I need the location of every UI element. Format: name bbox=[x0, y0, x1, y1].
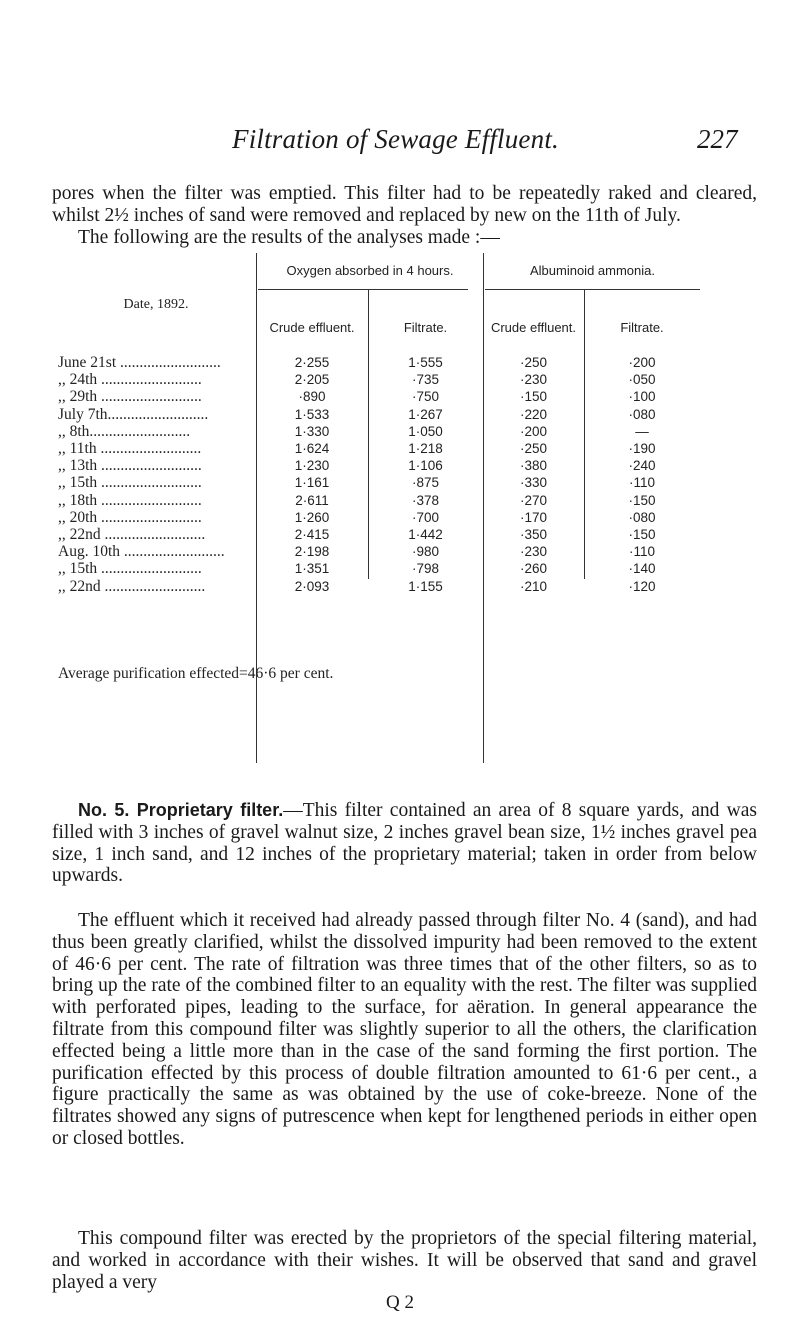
table-cell-ox-crude: 2·611 bbox=[295, 492, 329, 508]
page-number: 227 bbox=[697, 124, 738, 154]
table-cell-am-filtrate: ·110 bbox=[628, 544, 656, 560]
table-cell-am-filtrate: ·150 bbox=[628, 527, 656, 542]
oxygen-crude-header: Crude effluent. bbox=[269, 320, 355, 335]
intro-paragraph: pores when the filter was emptied. This filter had to be repeatedly raked and cleared, whilst 2½ inches of sand were removed and replaced by new on the 11th of July. bbox=[52, 183, 757, 226]
table-cell-ox-filtrate: ·700 bbox=[411, 509, 440, 525]
table-cell-ox-crude: 2·093 bbox=[294, 578, 330, 594]
page-header bbox=[0, 124, 800, 160]
table-cell-ox-crude: 2·198 bbox=[294, 544, 330, 560]
table-row-date: ,, 13th .......................... bbox=[58, 457, 202, 475]
table-cell-ox-filtrate: ·875 bbox=[411, 475, 440, 491]
table-cell-ox-crude: 2·205 bbox=[294, 372, 330, 388]
table-row-date: ,, 20th .......................... bbox=[58, 508, 202, 526]
table-row-date: ,, 8th.......................... bbox=[58, 422, 191, 440]
table-cell-ox-filtrate: ·798 bbox=[411, 561, 440, 577]
table-cell-am-crude: ·210 bbox=[519, 578, 548, 594]
body-paragraph-3: This compound filter was erected by the proprietors of the special filtering material, and worked in accordance with their wishes. It will be observed that sand and gravel played a very bbox=[52, 1228, 757, 1293]
table-cell-ox-crude: 1·624 bbox=[294, 441, 330, 456]
table-row-date: ,, 24th .......................... bbox=[58, 371, 202, 389]
table-cell-am-filtrate: ·100 bbox=[628, 389, 656, 405]
running-title: Filtration of Sewage Effluent. bbox=[232, 124, 559, 154]
table-cell-ox-crude: 2·255 bbox=[294, 355, 330, 370]
table-cell-ox-filtrate: 1·267 bbox=[408, 406, 443, 422]
table-row-date: ,, 11th .......................... bbox=[58, 440, 202, 457]
table-cell-ox-filtrate: 1·106 bbox=[408, 458, 443, 474]
table-row-date: ,, 22nd .......................... bbox=[58, 526, 206, 543]
table-cell-ox-crude: 1·330 bbox=[294, 423, 330, 439]
table-row-date: June 21st .......................... bbox=[58, 354, 221, 371]
table-cell-am-filtrate: ·080 bbox=[628, 509, 656, 525]
table-cell-ox-crude: 1·230 bbox=[294, 458, 330, 474]
table-cell-am-crude: ·260 bbox=[519, 561, 548, 577]
table-cell-am-crude: ·380 bbox=[519, 458, 548, 474]
table-cell-am-filtrate: — bbox=[635, 423, 649, 439]
table-cell-am-crude: ·200 bbox=[519, 423, 548, 439]
table-cell-am-crude: ·230 bbox=[519, 544, 548, 560]
analysis-table bbox=[58, 253, 758, 763]
table-cell-am-crude: ·170 bbox=[519, 509, 548, 525]
table-cell-ox-crude: 2·415 bbox=[294, 527, 330, 542]
signature-mark: Q 2 bbox=[386, 1292, 414, 1313]
oxygen-filtrate-header: Filtrate. bbox=[403, 320, 448, 335]
table-row-date: ,, 22nd .......................... bbox=[58, 577, 206, 595]
table-cell-ox-crude: 1·260 bbox=[294, 509, 330, 525]
table-cell-am-crude: ·350 bbox=[519, 527, 548, 542]
table-cell-ox-filtrate: 1·442 bbox=[408, 527, 443, 542]
table-cell-am-filtrate: ·110 bbox=[628, 475, 656, 491]
table-cell-am-filtrate: ·150 bbox=[628, 492, 656, 508]
average-purification-note: Average purification effected=46·6 per cent. bbox=[58, 665, 334, 682]
section-intro-text: —This filter contained an area of 8 square yards, and was filled with 3 inches of gravel walnut size, 2 inches gravel bean size, 1½ inches gravel pea size, 1 inch sand, and 12 inches of the proprietary material; taken in order from below upwards. bbox=[52, 800, 757, 887]
table-cell-ox-filtrate: 1·155 bbox=[408, 578, 443, 594]
intro-lead-in: The following are the results of the analyses made :— bbox=[78, 227, 500, 248]
body-paragraph-2: The effluent which it received had already passed through filter No. 4 (sand), and had thus been greatly clarified, whilst the dissolved impurity had been removed to the extent of 46·6 per cent. The rate of filtration was three times that of the other filters, so as to bring up the rate of the combined filter to an equality with the rest. The filter was supplied with perforated pipes, leading to the surface, for aëration. In general appearance the filtrate from this compound filter was slightly superior to all the others, the clarification effected being a little more than in the case of the sand forming the first portion. The purification effected by this process of double filtration amounted to 61·6 per cent., a figure practically the same as was obtained by the use of coke-breeze. None of the filtrates showed any signs of putrescence when kept for lengthened periods in either open or closed bottles. bbox=[52, 910, 757, 1149]
table-cell-am-filtrate: ·120 bbox=[628, 578, 656, 594]
table-cell-am-crude: ·230 bbox=[519, 372, 548, 388]
table-cell-am-filtrate: ·200 bbox=[628, 355, 656, 370]
table-row-date: July 7th.......................... bbox=[58, 405, 209, 423]
table-cell-ox-filtrate: ·750 bbox=[411, 389, 440, 405]
ammonia-crude-header: Crude effluent. bbox=[490, 320, 577, 335]
table-row-date: ,, 15th .......................... bbox=[58, 474, 202, 492]
table-cell-ox-crude: 1·533 bbox=[294, 406, 330, 422]
table-row-date: ,, 18th .......................... bbox=[58, 491, 202, 509]
table-cell-am-filtrate: ·240 bbox=[628, 458, 656, 474]
table-cell-am-crude: ·150 bbox=[519, 389, 548, 405]
table-cell-am-crude: ·220 bbox=[519, 406, 548, 422]
table-cell-am-crude: ·250 bbox=[519, 355, 548, 370]
table-cell-am-filtrate: ·080 bbox=[628, 406, 656, 422]
table-cell-ox-crude: ·890 bbox=[298, 389, 326, 405]
table-cell-ox-crude: 1·161 bbox=[294, 475, 330, 491]
section-heading: No. 5. Proprietary filter. bbox=[78, 800, 284, 820]
albuminoid-ammonia-header: Albuminoid ammonia. bbox=[529, 263, 655, 278]
table-row-date: Aug. 10th .......................... bbox=[58, 543, 225, 561]
table-cell-am-filtrate: ·140 bbox=[628, 561, 656, 577]
table-cell-ox-crude: 1·351 bbox=[294, 561, 330, 577]
table-cell-ox-filtrate: 1·218 bbox=[408, 441, 443, 456]
date-column-header: Date, 1892. bbox=[123, 297, 189, 312]
oxygen-absorbed-header: Oxygen absorbed in 4 hours. bbox=[286, 263, 454, 278]
table-cell-ox-filtrate: ·378 bbox=[411, 492, 440, 508]
table-cell-ox-filtrate: ·980 bbox=[411, 544, 440, 560]
ammonia-filtrate-header: Filtrate. bbox=[620, 320, 664, 335]
table-cell-ox-filtrate: 1·050 bbox=[408, 423, 443, 439]
table-cell-ox-filtrate: 1·555 bbox=[408, 355, 443, 370]
table-cell-am-filtrate: ·050 bbox=[628, 372, 656, 388]
table-row-date: ,, 29th .......................... bbox=[58, 388, 202, 406]
table-cell-am-crude: ·250 bbox=[519, 441, 548, 456]
table-cell-am-crude: ·330 bbox=[519, 475, 548, 491]
table-cell-am-crude: ·270 bbox=[519, 492, 548, 508]
table-row-date: ,, 15th .......................... bbox=[58, 560, 202, 578]
table-cell-am-filtrate: ·190 bbox=[628, 441, 656, 456]
table-cell-ox-filtrate: ·735 bbox=[411, 372, 440, 388]
body-paragraph-1 bbox=[52, 800, 757, 887]
